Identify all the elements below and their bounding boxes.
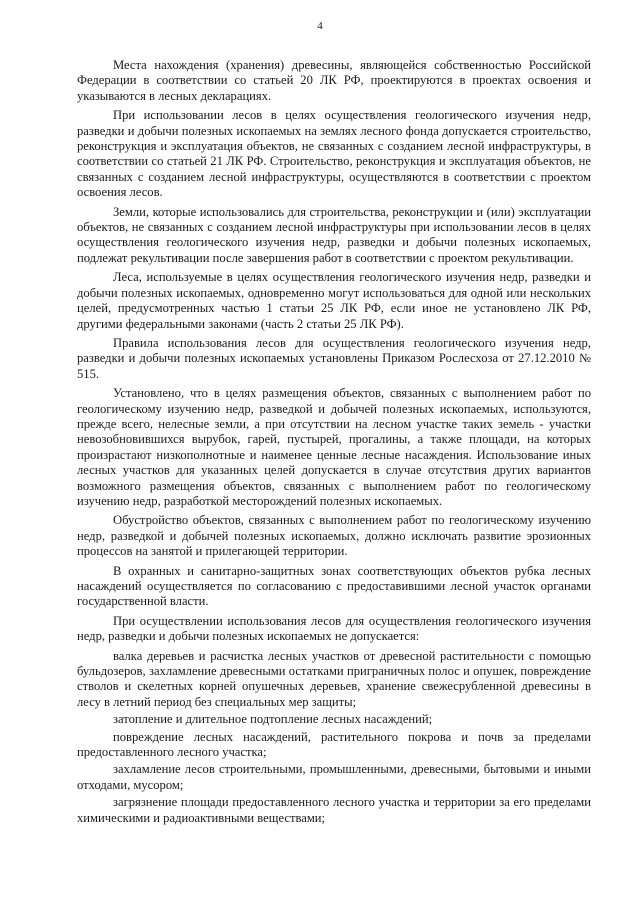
list-item-littering: захламление лесов строительными, промышленными, древесными, бытовыми и иными отходами, мусором; <box>77 762 591 792</box>
paragraph-erosion: Обустройство объектов, связанных с выполнением работ по геологическому изучению недр, разведкой и добычей полезных ископаемых, должно исключать развитие эрозионных процессов на занятой и прилегающей территории. <box>77 513 591 559</box>
list-item-flooding: затопление и длительное подтопление лесных насаждений; <box>113 712 433 727</box>
list-item-damage: повреждение лесных насаждений, растительного покрова и почв за пределами предоставленного лесного участка; <box>77 729 591 760</box>
paragraph-prohibitions-intro: При осуществлении использования лесов для осуществления геологического изучения недр, разведки и добычи полезных ископаемых не допускается: <box>77 613 591 644</box>
paragraph-multiple-use: Леса, используемые в целях осуществления геологического изучения недр, разведки и добычи полезных ископаемых, одновременно могут использоваться для одной или нескольких целей, предусмотренных частью 1 статьи 25 ЛК РФ, если иное не установлено ЛК РФ, другими федеральными законами (часть 2 статьи 25 ЛК РФ). <box>77 270 591 331</box>
document-body <box>77 58 591 828</box>
paragraph-protection-zones: В охранных и санитарно-защитных зонах соответствующих объектов рубка лесных насаждений осуществляется по согласованию с предоставившими лесной участок органами государственной власти. <box>77 563 591 609</box>
paragraph-reclamation: Земли, которые использовались для строительства, реконструкции и (или) эксплуатации объектов, не связанных с созданием лесной инфраструктуры при использовании лесов в целях осуществления геологического изучения недр, разведки и добычи полезных ископаемых, подлежат рекультивации после завершения работ в соответствии с проектом рекультивации. <box>77 204 591 265</box>
paragraph-timber-storage: Места нахождения (хранения) древесины, являющейся собственностью Российской Федерации в соответствии со статьей 20 ЛК РФ, проектируются в проектах освоения и указываются в лесных декларациях. <box>77 58 591 103</box>
paragraph-rules: Правила использования лесов для осуществления геологического изучения недр, разведки и добычи полезных ископаемых установлены Приказом Рослесхоза от 27.12.2010 № 515. <box>77 335 591 381</box>
paragraph-construction: При использовании лесов в целях осуществления геологического изучения недр, разведки и добычи полезных ископаемых на землях лесного фонда допускается строительство, реконструкция и эксплуатация объектов, не связанных с созданием лесной инфраструктуры, в соответствии со статьей 21 ЛК РФ. Строительство, реконструкция и эксплуатация объектов, не связанных с созданием лесной инфраструктуры, осуществляются в соответствии с проектом освоения лесов. <box>77 108 591 200</box>
paragraph-site-placement: Установлено, что в целях размещения объектов, связанных с выполнением работ по геологическому изучению недр, разведкой и добычей полезных ископаемых, используются, прежде всего, нелесные земли, а при отсутствии на лесном участке таких земель - участки невозобновившихся вырубок, гарей, пустырей, прогалины, а также площади, на которых произрастают низкополнотные и наименее ценные лесные насаждения. Использование иных лесных участков для указанных целей допускается в случае отсутствия других вариантов возможного размещения объектов, связанных с выполнением работ по геологическому изучению недр, разработкой месторождений полезных ископаемых. <box>77 386 591 508</box>
list-item-felling: валка деревьев и расчистка лесных участков от древесной растительности с помощью бульдозеров, захламление древесными остатками приграничных полос и опушек, повреждение стволов и скелетных корней опушечных деревьев, хранение свежесрубленной древесины в лесу в летний период без специальных мер защиты; <box>77 648 591 709</box>
list-item-pollution: загрязнение площади предоставленного лесного участка и территории за его пределами химическими и радиоактивными веществами; <box>77 795 591 825</box>
page-number: 4 <box>317 20 323 32</box>
